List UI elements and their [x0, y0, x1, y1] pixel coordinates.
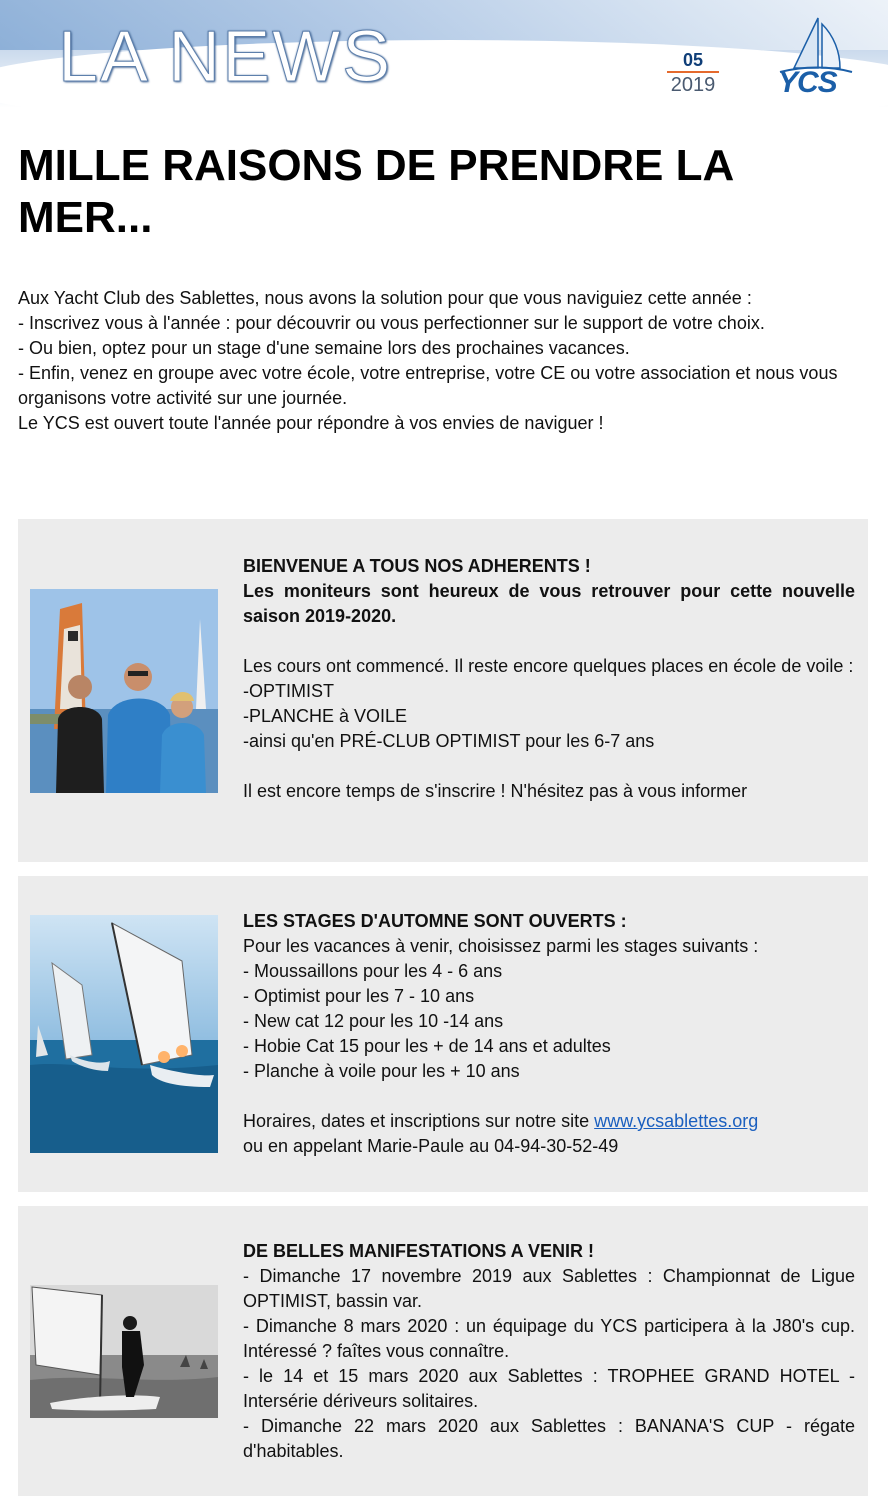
issue-year: 2019	[670, 74, 716, 96]
section-line: - New cat 12 pour les 10 -14 ans	[243, 1011, 504, 1031]
section-title: BIENVENUE A TOUS NOS ADHERENTS !	[243, 556, 591, 576]
intro-line: - Inscrivez vous à l'année : pour découvrir ou vous perfectionner sur le support de votre choix.	[18, 313, 765, 333]
event-item: - le 14 et 15 mars 2020 aux Sablettes : TROPHEE GRAND HOTEL - Intersérie dériveurs solitaires.	[243, 1366, 855, 1411]
section-line: -ainsi qu'en PRÉ-CLUB OPTIMIST pour les 6-7 ans	[243, 731, 655, 751]
intro-text	[18, 286, 868, 436]
optimist-photo	[30, 1285, 218, 1418]
section-title: LES STAGES D'AUTOMNE SONT OUVERTS :	[243, 911, 627, 931]
section-welcome	[18, 519, 868, 862]
event-item: - Dimanche 17 novembre 2019 aux Sablettes : Championnat de Ligue OPTIMIST, bassin var.	[243, 1266, 855, 1311]
section-line: Les cours ont commencé. Il reste encore quelques places en école de voile :	[243, 656, 854, 676]
section-footer: Il est encore temps de s'inscrire ! N'hésitez pas à vous informer	[243, 781, 748, 801]
section-footer-phone: ou en appelant Marie-Paule au 04-94-30-52-49	[243, 1136, 619, 1156]
sailing-photo-image	[30, 915, 218, 1153]
website-link[interactable]: www.ycsablettes.org	[594, 1111, 759, 1131]
issue-number: 05	[682, 50, 704, 70]
section-events-text	[243, 1239, 855, 1464]
sailing-photo	[30, 915, 218, 1153]
section-footer	[243, 1109, 855, 1134]
section-line: - Hobie Cat 15 pour les + de 14 ans et adultes	[243, 1036, 611, 1056]
section-autumn-text	[243, 909, 855, 1159]
section-events	[18, 1206, 868, 1496]
intro-line: - Enfin, venez en groupe avec votre école, votre entreprise, votre CE ou votre association et nous vous organisons votre activité sur une journée.	[18, 363, 838, 408]
issue-badge	[665, 50, 721, 96]
ycs-logo	[774, 16, 854, 102]
newsletter-header	[0, 0, 888, 108]
event-item: - Dimanche 8 mars 2020 : un équipage du YCS participera à la J80's cup. Intéressé ? faîtes vous connaître.	[243, 1316, 855, 1361]
section-title: DE BELLES MANIFESTATIONS A VENIR !	[243, 1241, 595, 1261]
section-welcome-text	[243, 554, 855, 804]
section-autumn-camps	[18, 876, 868, 1192]
section-line: -OPTIMIST	[243, 681, 334, 701]
section-line: Pour les vacances à venir, choisissez parmi les stages suivants :	[243, 936, 759, 956]
section-line: -PLANCHE à VOILE	[243, 706, 408, 726]
instructors-photo	[30, 589, 218, 793]
section-line: - Moussaillons pour les 4 - 6 ans	[243, 961, 503, 981]
intro-line: Aux Yacht Club des Sablettes, nous avons la solution pour que vous naviguiez cette année :	[18, 288, 752, 308]
newsletter-title: LA NEWS	[58, 17, 393, 97]
logo-text: YCS	[778, 66, 837, 99]
intro-line: - Ou bien, optez pour un stage d'une semaine lors des prochaines vacances.	[18, 338, 630, 358]
section-subtitle: Les moniteurs sont heureux de vous retrouver pour cette nouvelle saison 2019-2020.	[243, 581, 855, 626]
intro-line: Le YCS est ouvert toute l'année pour répondre à vos envies de naviguer !	[18, 413, 604, 433]
instructors-photo-image	[30, 589, 218, 793]
optimist-photo-image	[30, 1285, 218, 1418]
section-line: - Optimist pour les 7 - 10 ans	[243, 986, 475, 1006]
event-item: - Dimanche 22 mars 2020 aux Sablettes : BANANA'S CUP - régate d'habitables.	[243, 1416, 855, 1461]
headline: MILLE RAISONS DE PRENDRE LA MER...	[18, 141, 733, 242]
footer-text: Horaires, dates et inscriptions sur notre site	[243, 1111, 595, 1131]
section-line: - Planche à voile pour les + 10 ans	[243, 1061, 520, 1081]
issue-separator	[667, 71, 719, 73]
